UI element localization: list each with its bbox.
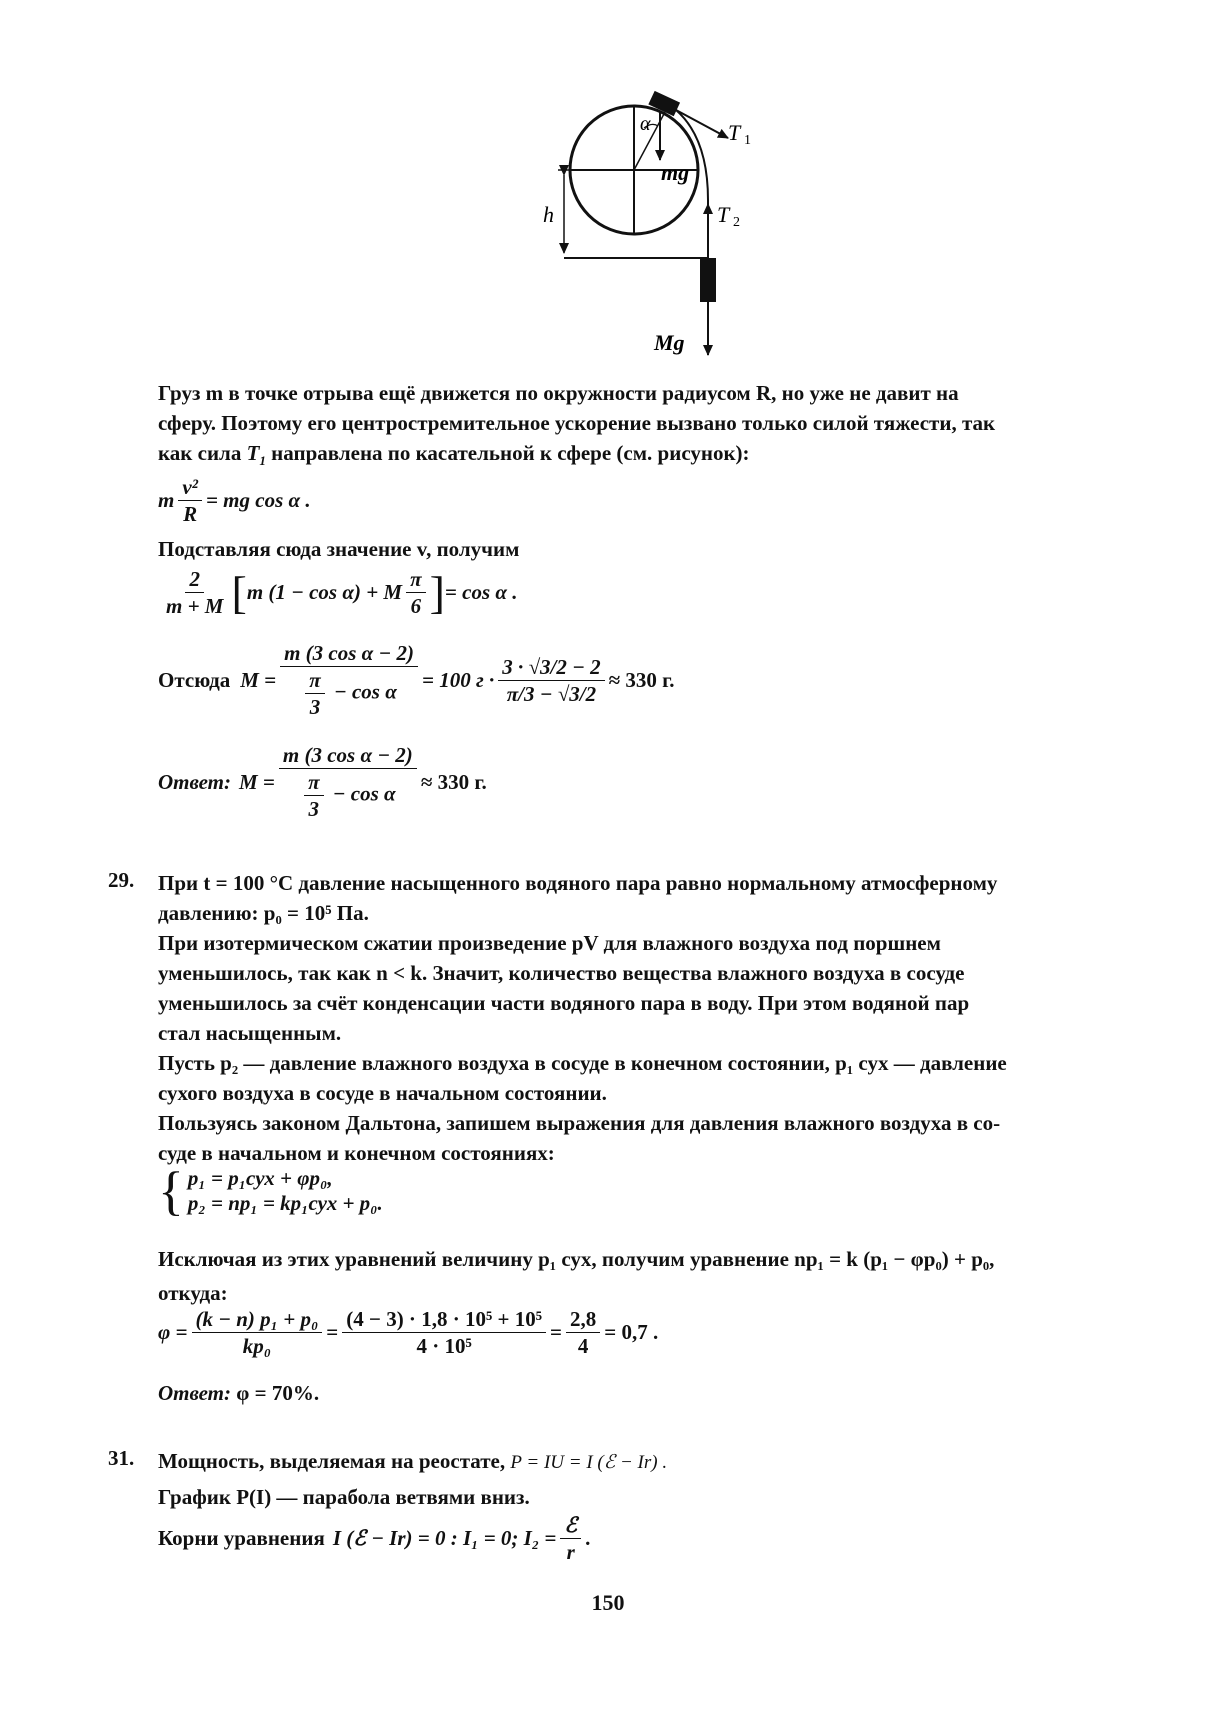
p29-l9: Пользуясь законом Дальтона, запишем выражения для давления влажного воздуха в со- — [158, 1111, 1001, 1135]
eq2-pi-frac — [406, 566, 425, 619]
eq1-den: R — [183, 502, 198, 526]
eq3-mid: = 100 г · — [422, 667, 495, 692]
p31-l1b: P = IU = I (ℰ − Ir) . — [510, 1452, 668, 1473]
eq3-rhs: ≈ 330 г. — [608, 667, 675, 692]
p31-period: . — [585, 1526, 591, 1550]
phi-rhs: = 0,7 . — [604, 1320, 659, 1344]
p28-line3b: направлена по касательной к сфере (см. рисунок): — [271, 441, 750, 465]
p31-frac-num: ℰ — [560, 1512, 581, 1539]
phi-label: φ = — [158, 1320, 188, 1344]
p29-l7: Пусть p₂ — давление влажного воздуха в сосуде в конечном состоянии, p₁ сух — давление — [158, 1051, 1007, 1075]
p28-subst-text: Подставляя сюда значение v, получим — [158, 537, 520, 561]
large-mass-block — [700, 258, 716, 302]
p28-line2: сферу. Поэтому его центростремительное ускорение вызвано только силой тяжести, так — [158, 411, 996, 435]
t1-inline: $T_1$ — [246, 441, 266, 469]
eq2-body: m (1 − cos α) + M — [246, 580, 403, 604]
p31-frac — [560, 1512, 581, 1565]
right-bracket: ] — [429, 566, 445, 618]
system-line1: p₁ = p₁сух + φp₀, — [187, 1166, 333, 1190]
answer-den — [296, 769, 400, 822]
answer-num: m (3 cos α − 2) — [279, 742, 417, 769]
p28-line3a: как сила — [158, 441, 242, 465]
problem-29-number: 29. — [108, 868, 135, 892]
system-wrap — [158, 1161, 383, 1221]
p28-text — [158, 378, 1198, 476]
phi-frac3 — [566, 1306, 600, 1359]
eq2-num: 2 — [185, 566, 204, 593]
p28-line3 — [158, 438, 1198, 476]
p31-frac-den: r — [566, 1540, 575, 1564]
phi-f2-num: (4 − 3) · 1,8 · 10⁵ + 10⁵ — [342, 1306, 546, 1333]
p29-l10: суде в начальном и конечном состояниях: — [158, 1141, 555, 1165]
p29-text — [158, 868, 1198, 1168]
p29-l6: стал насыщенным. — [158, 1021, 342, 1045]
eq3-m: M = — [240, 667, 277, 692]
eq-centripetal — [158, 474, 311, 527]
answer-den-tail: − cos α — [332, 781, 396, 806]
system-line2: p₂ = np₁ = kp₁сух + p₀. — [187, 1191, 383, 1215]
alpha-label: α — [640, 113, 651, 135]
eq3-frac — [280, 640, 418, 720]
eq-sign-2: = — [550, 1320, 562, 1344]
eq2-pi-den: 6 — [410, 594, 422, 618]
p29-l8: сухого воздуха в сосуде в начальном состоянии. — [158, 1081, 607, 1105]
p29-l11: Исключая из этих уравнений величину p₁ сух, получим уравнение np₁ = k (p₁ − φp₀) + p₀, — [158, 1247, 995, 1271]
answer-frac — [279, 742, 417, 822]
system-brace: { — [158, 1161, 184, 1221]
eq2-den: m + M — [166, 594, 224, 618]
p31-text — [158, 1446, 1198, 1512]
physics-figure — [0, 0, 1216, 380]
eq3-num: m (3 cos α − 2) — [280, 640, 418, 667]
phi-f3-num: 2,8 — [566, 1306, 600, 1333]
p29-l3: При изотермическом сжатии произведение pV для влажного воздуха под поршнем — [158, 931, 941, 955]
answer-rhs-28: ≈ 330 г. — [420, 769, 487, 794]
phi-frac2 — [342, 1306, 546, 1359]
page-number: 150 — [591, 1590, 625, 1615]
eq2-pi-num: π — [406, 566, 425, 593]
eq3-num2: 3 · √3/2 − 2 — [498, 654, 604, 681]
answer-three: 3 — [308, 797, 320, 821]
p29-l2: давлению: p₀ = 10⁵ Па. — [158, 901, 369, 925]
phi-f3-den: 4 — [577, 1334, 589, 1358]
eq3-den-tail: − cos α — [333, 679, 397, 704]
dalton-system — [158, 1161, 383, 1221]
eq1-num: v² — [178, 474, 202, 501]
eq-result-m — [158, 640, 675, 720]
eq3-three: 3 — [309, 695, 321, 719]
eq3-den — [297, 667, 401, 720]
p31-l2: График P(I) — парабола ветвями вниз. — [158, 1485, 530, 1509]
t1-sub: 1 — [744, 133, 751, 148]
eq3-pi: π — [305, 667, 324, 694]
answer-pi-frac — [304, 769, 323, 822]
p28-answer — [158, 742, 487, 822]
p29-l12: откуда: — [158, 1281, 228, 1305]
phi-f1-num: (k − n) p₁ + p₀ — [192, 1306, 323, 1333]
p29-l1: При t = 100 °C давление насыщенного водяного пара равно нормальному атмосферному — [158, 871, 998, 895]
eq3-pi-frac — [305, 667, 324, 720]
p31-l1a: Мощность, выделяемая на реостате, — [158, 1449, 506, 1473]
t1-arrow — [676, 110, 728, 138]
eq-substituted — [158, 566, 517, 619]
p31-line1 — [158, 1446, 1198, 1478]
phi-f1-den: kp₀ — [242, 1334, 272, 1358]
phi-f2-den: 4 · 10⁵ — [416, 1334, 472, 1358]
eq1-frac — [178, 474, 202, 527]
eq3-numeric-frac — [498, 654, 604, 707]
p31-l3b: I (ℰ − Ir) = 0 : I₁ = 0; I₂ = — [332, 1526, 557, 1550]
phi-equation — [158, 1306, 658, 1359]
eq1-rhs: = mg cos α . — [205, 488, 311, 512]
p29-l4: уменьшилось, так как n < k. Значит, количество вещества влажного воздуха в сосуде — [158, 961, 965, 985]
answer-29: φ = 70%. — [236, 1381, 320, 1405]
otsyuda-label: Отсюда — [158, 667, 231, 692]
answer-pi: π — [304, 769, 323, 796]
p29-answer — [158, 1378, 1198, 1408]
left-bracket: [ — [231, 566, 247, 618]
p31-l3a: Корни уравнения — [158, 1526, 325, 1550]
t1-label: T — [728, 120, 741, 145]
mg-big-label: Mg — [654, 330, 685, 355]
eq2-frac — [162, 566, 227, 619]
t2-sub: 2 — [733, 215, 740, 230]
string-path — [676, 110, 708, 262]
problem-31-number: 31. — [108, 1446, 135, 1470]
p28-line1: Груз m в точке отрыва ещё движется по окружности радиусом R, но уже не давит на — [158, 381, 959, 405]
eq1-m: m — [158, 488, 175, 512]
phi-frac1 — [192, 1306, 323, 1359]
p29-text-2 — [158, 1244, 1198, 1308]
h-label: h — [543, 202, 554, 227]
p31-roots — [158, 1512, 590, 1565]
system-lines — [188, 1166, 383, 1216]
mg-label: mg — [661, 160, 690, 185]
eq3-den2: π/3 − √3/2 — [506, 681, 597, 706]
p29-l5: уменьшилось за счёт конденсации части водяного пара в воду. При этом водяной пар — [158, 991, 970, 1015]
answer-m: M = — [239, 769, 275, 794]
eq2-rhs: = cos α . — [444, 580, 518, 604]
t2-label: T — [717, 202, 730, 227]
eq-sign-1: = — [326, 1320, 339, 1344]
answer-label-29: Ответ: — [158, 1381, 231, 1405]
answer-label-28: Ответ: — [158, 769, 231, 794]
